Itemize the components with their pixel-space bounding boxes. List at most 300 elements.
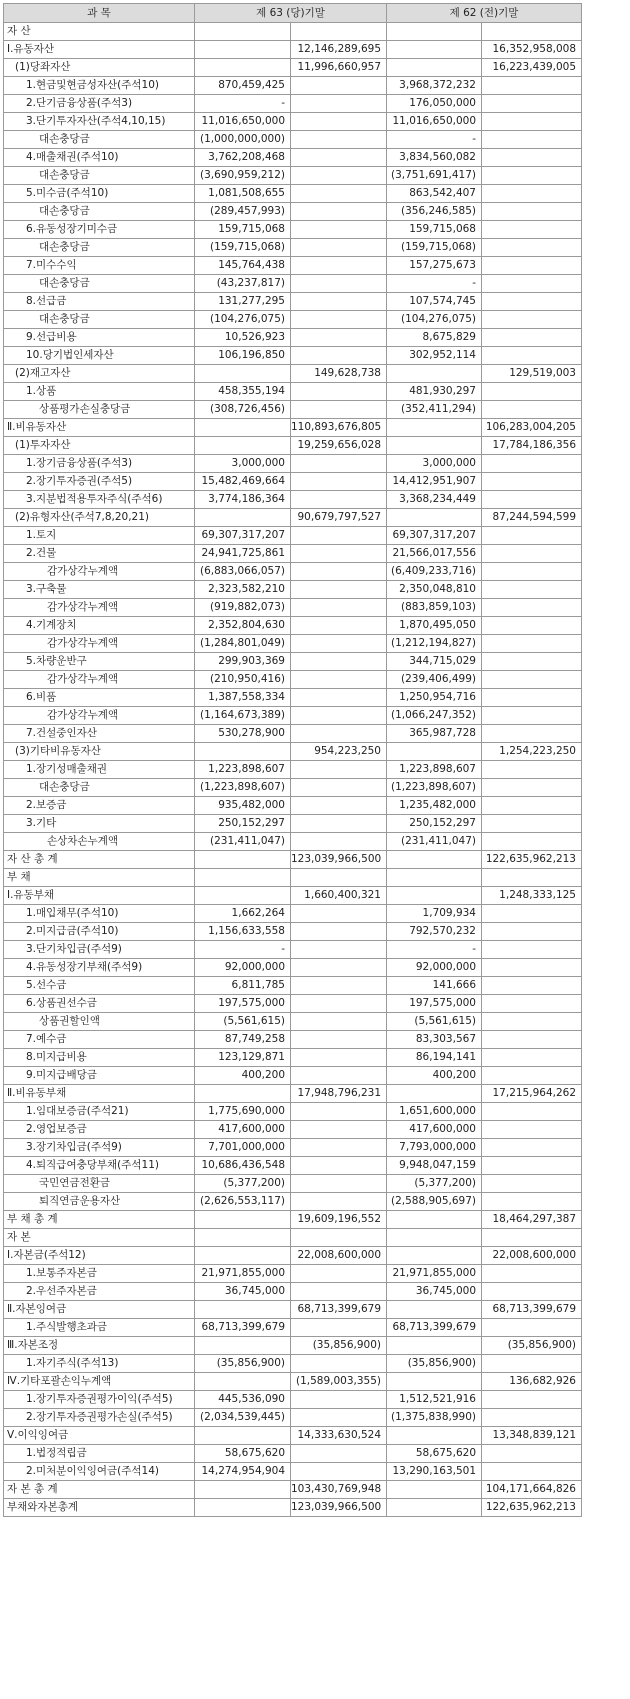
current-subtotal-amount [291,995,387,1013]
current-detail-amount: 458,355,194 [195,383,291,401]
prior-detail-amount: (1,375,838,990) [387,1409,482,1427]
prior-subtotal-amount [482,1409,582,1427]
table-row [4,1445,582,1463]
current-subtotal-amount: 90,679,797,527 [291,509,387,527]
current-subtotal-amount [291,1193,387,1211]
prior-detail-amount: 157,275,673 [387,257,482,275]
prior-detail-amount [387,59,482,77]
current-detail-amount: 36,745,000 [195,1283,291,1301]
account-label: 5.차량운반구 [4,653,195,671]
account-label: 1.장기투자증권평가이익(주석5) [4,1391,195,1409]
prior-subtotal-amount [482,455,582,473]
prior-detail-amount: 92,000,000 [387,959,482,977]
prior-subtotal-amount [482,1319,582,1337]
current-subtotal-amount: 68,713,399,679 [291,1301,387,1319]
prior-detail-amount: 344,715,029 [387,653,482,671]
prior-subtotal-amount: 87,244,594,599 [482,509,582,527]
prior-detail-amount: (883,859,103) [387,599,482,617]
current-detail-amount: 159,715,068 [195,221,291,239]
table-row [4,1355,582,1373]
current-detail-amount: 3,774,186,364 [195,491,291,509]
table-row [4,689,582,707]
current-subtotal-amount [291,311,387,329]
prior-subtotal-amount [482,815,582,833]
current-detail-amount: 1,156,633,558 [195,923,291,941]
table-row [4,797,582,815]
table-row [4,1427,582,1445]
current-detail-amount [195,1337,291,1355]
account-label: 대손충당금 [4,167,195,185]
prior-subtotal-amount [482,1193,582,1211]
account-label: Ⅰ.유동부채 [4,887,195,905]
prior-detail-amount: (104,276,075) [387,311,482,329]
current-subtotal-amount [291,1409,387,1427]
account-label: 3.단기차입금(주석9) [4,941,195,959]
prior-detail-amount: 141,666 [387,977,482,995]
current-subtotal-amount [291,779,387,797]
table-row [4,959,582,977]
prior-detail-amount: 36,745,000 [387,1283,482,1301]
prior-detail-amount: (239,406,499) [387,671,482,689]
account-label: 1.법정적립금 [4,1445,195,1463]
prior-detail-amount [387,1229,482,1247]
current-subtotal-amount [291,95,387,113]
prior-subtotal-amount [482,23,582,41]
table-row [4,473,582,491]
prior-detail-amount: 2,350,048,810 [387,581,482,599]
table-row [4,1337,582,1355]
prior-subtotal-amount [482,1121,582,1139]
prior-detail-amount: 365,987,728 [387,725,482,743]
prior-detail-amount: 11,016,650,000 [387,113,482,131]
table-row [4,455,582,473]
account-label: 자 본 [4,1229,195,1247]
account-label: 1.임대보증금(주석21) [4,1103,195,1121]
prior-subtotal-amount: 1,254,223,250 [482,743,582,761]
current-detail-amount: 3,762,208,468 [195,149,291,167]
current-detail-amount: 10,526,923 [195,329,291,347]
table-row [4,923,582,941]
prior-detail-amount: (352,411,294) [387,401,482,419]
account-label: 대손충당금 [4,203,195,221]
prior-detail-amount [387,851,482,869]
current-detail-amount: 3,000,000 [195,455,291,473]
prior-subtotal-amount [482,1265,582,1283]
account-label: 2.단기금융상품(주석3) [4,95,195,113]
current-detail-amount: - [195,941,291,959]
account-label: 감가상각누계액 [4,599,195,617]
current-subtotal-amount: 19,609,196,552 [291,1211,387,1229]
account-label: 부 채 총 계 [4,1211,195,1229]
table-row [4,131,582,149]
table-row [4,1067,582,1085]
current-detail-amount: 1,775,690,000 [195,1103,291,1121]
table-row [4,95,582,113]
prior-subtotal-amount [482,635,582,653]
account-label: 2.미처분이익잉여금(주석14) [4,1463,195,1481]
account-label: 국민연금전환금 [4,1175,195,1193]
prior-detail-amount: 86,194,141 [387,1049,482,1067]
current-detail-amount: (5,377,200) [195,1175,291,1193]
current-detail-amount: (159,715,068) [195,239,291,257]
prior-detail-amount: 1,235,482,000 [387,797,482,815]
current-subtotal-amount: 12,146,289,695 [291,41,387,59]
prior-subtotal-amount [482,149,582,167]
prior-detail-amount: 417,600,000 [387,1121,482,1139]
prior-detail-amount: 9,948,047,159 [387,1157,482,1175]
current-detail-amount: (1,284,801,049) [195,635,291,653]
prior-subtotal-amount [482,905,582,923]
table-row [4,599,582,617]
prior-subtotal-amount [482,1463,582,1481]
table-row [4,527,582,545]
prior-detail-amount: 14,412,951,907 [387,473,482,491]
current-subtotal-amount [291,1283,387,1301]
prior-detail-amount: 1,651,600,000 [387,1103,482,1121]
account-label: 4.매출채권(주석10) [4,149,195,167]
prior-subtotal-amount: 16,223,439,005 [482,59,582,77]
prior-subtotal-amount [482,203,582,221]
table-row [4,185,582,203]
total-row [4,1481,582,1499]
account-label: 대손충당금 [4,131,195,149]
prior-detail-amount [387,743,482,761]
account-label: 감가상각누계액 [4,563,195,581]
account-label: 1.토지 [4,527,195,545]
current-detail-amount: (919,882,073) [195,599,291,617]
prior-detail-amount: 13,290,163,501 [387,1463,482,1481]
current-subtotal-amount [291,1265,387,1283]
table-row [4,41,582,59]
prior-subtotal-amount [482,1229,582,1247]
table-row [4,365,582,383]
current-detail-amount: 69,307,317,207 [195,527,291,545]
account-label: 3.단기투자자산(주석4,10,15) [4,113,195,131]
prior-subtotal-amount [482,599,582,617]
current-detail-amount [195,1481,291,1499]
current-subtotal-amount [291,491,387,509]
current-detail-amount [195,851,291,869]
current-detail-amount [195,869,291,887]
current-detail-amount: 131,277,295 [195,293,291,311]
table-row [4,1031,582,1049]
table-row [4,833,582,851]
prior-detail-amount: (35,856,900) [387,1355,482,1373]
prior-detail-amount: 863,542,407 [387,185,482,203]
prior-subtotal-amount: 106,283,004,205 [482,419,582,437]
prior-subtotal-amount [482,1283,582,1301]
prior-detail-amount [387,887,482,905]
balance-sheet-table [3,3,582,1517]
current-detail-amount: 1,387,558,334 [195,689,291,707]
current-subtotal-amount [291,707,387,725]
current-subtotal-amount [291,815,387,833]
prior-detail-amount [387,41,482,59]
prior-subtotal-amount [482,1391,582,1409]
prior-detail-amount: 1,709,934 [387,905,482,923]
account-label: 부 채 [4,869,195,887]
current-detail-amount: 6,811,785 [195,977,291,995]
prior-detail-amount: 1,512,521,916 [387,1391,482,1409]
prior-subtotal-amount [482,1175,582,1193]
prior-detail-amount [387,437,482,455]
current-subtotal-amount [291,941,387,959]
section-row [4,1229,582,1247]
table-row [4,1103,582,1121]
current-subtotal-amount [291,1175,387,1193]
prior-detail-amount: - [387,941,482,959]
account-label: 3.지분법적용투자주식(주석6) [4,491,195,509]
account-label: 감가상각누계액 [4,707,195,725]
current-subtotal-amount [291,617,387,635]
table-row [4,149,582,167]
table-row [4,491,582,509]
prior-subtotal-amount [482,689,582,707]
account-label: Ⅳ.기타포괄손익누계액 [4,1373,195,1391]
current-detail-amount: (1,223,898,607) [195,779,291,797]
account-label: 4.퇴직급여충당부채(주석11) [4,1157,195,1175]
current-detail-amount: (3,690,959,212) [195,167,291,185]
current-subtotal-amount [291,401,387,419]
current-detail-amount: (6,883,066,057) [195,563,291,581]
prior-detail-amount: 21,566,017,556 [387,545,482,563]
prior-detail-amount: 3,368,234,449 [387,491,482,509]
current-subtotal-amount: 11,996,660,957 [291,59,387,77]
current-detail-amount: 2,323,582,210 [195,581,291,599]
prior-detail-amount: 1,250,954,716 [387,689,482,707]
current-detail-amount: 58,675,620 [195,1445,291,1463]
prior-subtotal-amount [482,257,582,275]
prior-subtotal-amount: 122,635,962,213 [482,851,582,869]
prior-subtotal-amount [482,95,582,113]
account-label: 자 산 [4,23,195,41]
current-subtotal-amount: (1,589,003,355) [291,1373,387,1391]
current-subtotal-amount [291,1103,387,1121]
table-row [4,1265,582,1283]
current-subtotal-amount [291,239,387,257]
prior-subtotal-amount [482,167,582,185]
current-subtotal-amount [291,293,387,311]
current-detail-amount [195,1085,291,1103]
current-subtotal-amount [291,455,387,473]
prior-subtotal-amount: 16,352,958,008 [482,41,582,59]
account-label: Ⅴ.이익잉여금 [4,1427,195,1445]
account-label: 2.건물 [4,545,195,563]
current-subtotal-amount [291,473,387,491]
current-subtotal-amount: 123,039,966,500 [291,851,387,869]
account-label: 1.자기주식(주석13) [4,1355,195,1373]
current-subtotal-amount [291,545,387,563]
current-subtotal-amount [291,599,387,617]
prior-subtotal-amount [482,185,582,203]
prior-detail-amount: 197,575,000 [387,995,482,1013]
current-detail-amount: 14,274,954,904 [195,1463,291,1481]
table-row [4,167,582,185]
prior-subtotal-amount [482,1103,582,1121]
prior-subtotal-amount [482,545,582,563]
table-row [4,995,582,1013]
table-row [4,761,582,779]
prior-detail-amount [387,1085,482,1103]
current-detail-amount [195,1427,291,1445]
prior-detail-amount: 176,050,000 [387,95,482,113]
account-label: 손상차손누계액 [4,833,195,851]
account-label: 9.선급비용 [4,329,195,347]
current-subtotal-amount: 149,628,738 [291,365,387,383]
prior-subtotal-amount: (35,856,900) [482,1337,582,1355]
current-detail-amount: 123,129,871 [195,1049,291,1067]
prior-subtotal-amount [482,1049,582,1067]
table-row [4,545,582,563]
table-row [4,1301,582,1319]
current-detail-amount: 1,081,508,655 [195,185,291,203]
prior-subtotal-amount [482,1139,582,1157]
prior-subtotal-amount [482,1355,582,1373]
table-row [4,347,582,365]
current-detail-amount: (2,034,539,445) [195,1409,291,1427]
current-subtotal-amount [291,1031,387,1049]
table-row [4,1409,582,1427]
current-detail-amount: (289,457,993) [195,203,291,221]
table-row [4,293,582,311]
section-row [4,869,582,887]
prior-subtotal-amount [482,1157,582,1175]
prior-detail-amount: 302,952,114 [387,347,482,365]
current-subtotal-amount [291,23,387,41]
prior-subtotal-amount: 13,348,839,121 [482,1427,582,1445]
account-label: 3.기타 [4,815,195,833]
table-row [4,1085,582,1103]
prior-subtotal-amount [482,995,582,1013]
current-detail-amount: 68,713,399,679 [195,1319,291,1337]
prior-detail-amount: 1,870,495,050 [387,617,482,635]
current-subtotal-amount: 123,039,966,500 [291,1499,387,1517]
account-label: Ⅲ.자본조정 [4,1337,195,1355]
account-label: 대손충당금 [4,239,195,257]
prior-subtotal-amount [482,797,582,815]
table-row [4,401,582,419]
current-detail-amount [195,1373,291,1391]
table-row [4,329,582,347]
account-label: 부채와자본총계 [4,1499,195,1517]
current-detail-amount [195,887,291,905]
table-row [4,221,582,239]
current-subtotal-amount: 110,893,676,805 [291,419,387,437]
table-row [4,1283,582,1301]
account-label: 2.장기투자증권(주석5) [4,473,195,491]
current-subtotal-amount [291,383,387,401]
current-detail-amount [195,1229,291,1247]
current-subtotal-amount [291,833,387,851]
prior-subtotal-amount: 1,248,333,125 [482,887,582,905]
prior-detail-amount [387,419,482,437]
current-subtotal-amount [291,527,387,545]
prior-detail-amount [387,365,482,383]
table-row [4,1463,582,1481]
account-label: 8.미지급비용 [4,1049,195,1067]
current-detail-amount [195,59,291,77]
account-label: Ⅱ.비유동부채 [4,1085,195,1103]
current-subtotal-amount: 954,223,250 [291,743,387,761]
account-label: 1.매입채무(주석10) [4,905,195,923]
current-detail-amount [195,509,291,527]
current-subtotal-amount [291,221,387,239]
prior-detail-amount [387,869,482,887]
prior-detail-amount: 68,713,399,679 [387,1319,482,1337]
prior-detail-amount: 1,223,898,607 [387,761,482,779]
table-row [4,887,582,905]
account-label: 7.건설중인자산 [4,725,195,743]
current-subtotal-amount [291,347,387,365]
prior-detail-amount [387,1301,482,1319]
current-subtotal-amount: 14,333,630,524 [291,1427,387,1445]
account-label: 2.미지급금(주석10) [4,923,195,941]
prior-subtotal-amount [482,77,582,95]
account-label: 2.영업보증금 [4,1121,195,1139]
prior-detail-amount [387,1499,482,1517]
current-subtotal-amount [291,671,387,689]
prior-subtotal-amount [482,707,582,725]
account-label: Ⅱ.비유동자산 [4,419,195,437]
prior-subtotal-amount: 136,682,926 [482,1373,582,1391]
table-row [4,725,582,743]
current-subtotal-amount [291,257,387,275]
current-subtotal-amount [291,1013,387,1031]
account-label: 2.보증금 [4,797,195,815]
current-detail-amount: (35,856,900) [195,1355,291,1373]
current-detail-amount: 11,016,650,000 [195,113,291,131]
current-subtotal-amount [291,797,387,815]
prior-subtotal-amount [482,329,582,347]
current-detail-amount: 445,536,090 [195,1391,291,1409]
prior-subtotal-amount: 104,171,664,826 [482,1481,582,1499]
prior-detail-amount: 69,307,317,207 [387,527,482,545]
account-label: (3)기타비유동자산 [4,743,195,761]
current-detail-amount: 92,000,000 [195,959,291,977]
prior-subtotal-amount [482,581,582,599]
current-subtotal-amount [291,203,387,221]
prior-subtotal-amount: 18,464,297,387 [482,1211,582,1229]
current-subtotal-amount [291,1229,387,1247]
table-row [4,1193,582,1211]
current-subtotal-amount [291,275,387,293]
prior-subtotal-amount: 17,215,964,262 [482,1085,582,1103]
table-row [4,203,582,221]
current-subtotal-amount: 22,008,600,000 [291,1247,387,1265]
current-detail-amount [195,23,291,41]
current-subtotal-amount: (35,856,900) [291,1337,387,1355]
prior-subtotal-amount [482,1031,582,1049]
current-detail-amount: 1,223,898,607 [195,761,291,779]
current-detail-amount: (308,726,456) [195,401,291,419]
current-subtotal-amount [291,581,387,599]
current-detail-amount: (43,237,817) [195,275,291,293]
prior-detail-amount: 159,715,068 [387,221,482,239]
current-subtotal-amount [291,1319,387,1337]
table-row [4,581,582,599]
prior-detail-amount: 400,200 [387,1067,482,1085]
current-subtotal-amount [291,761,387,779]
current-subtotal-amount [291,1445,387,1463]
prior-detail-amount [387,509,482,527]
prior-subtotal-amount [482,725,582,743]
prior-detail-amount: 58,675,620 [387,1445,482,1463]
total-row [4,851,582,869]
account-label: 3.장기차입금(주석9) [4,1139,195,1157]
current-subtotal-amount [291,329,387,347]
account-label: 5.미수금(주석10) [4,185,195,203]
current-detail-amount [195,1247,291,1265]
